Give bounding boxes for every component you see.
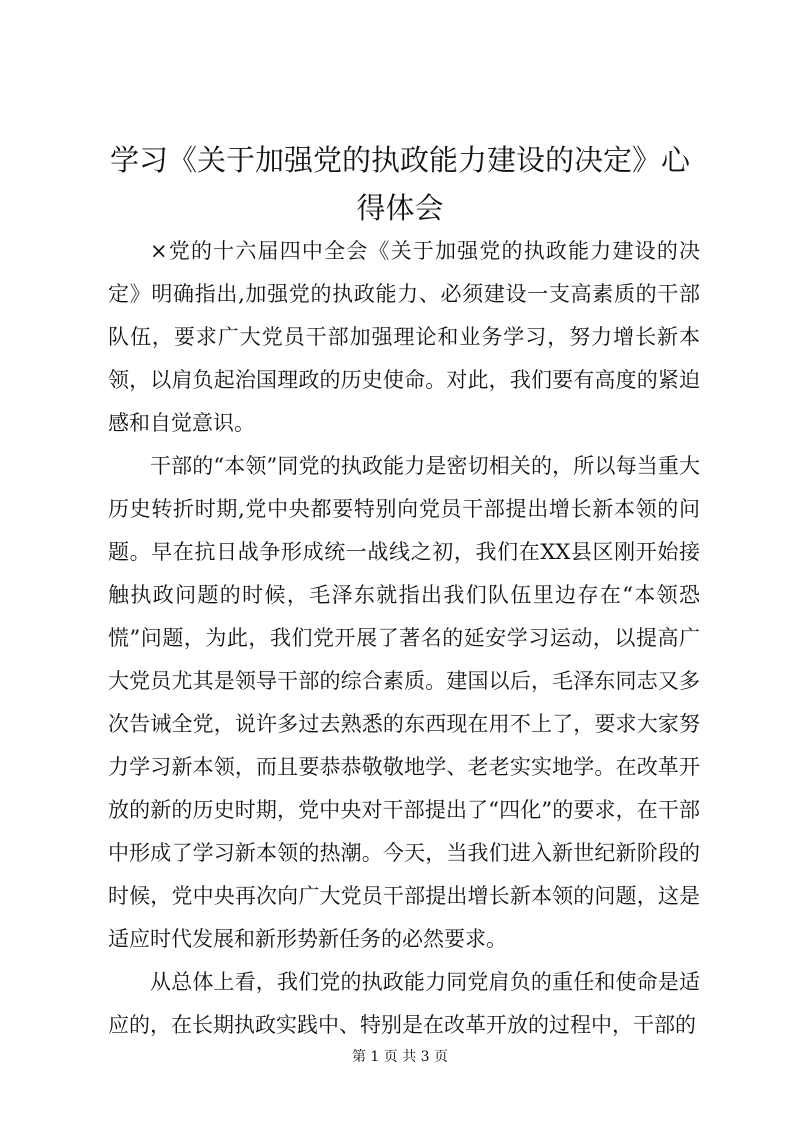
paragraph-3: 从总体上看，我们党的执政能力同党肩负的重任和使命是适应的，在长期执政实践中、特别是在改革开放的过程中，干部的: [108, 970, 700, 1037]
page-footer: 第 1 页 共 3 页: [351, 1049, 449, 1065]
document-title: 学习《关于加强党的执政能力建设的决定》心得体会: [109, 143, 690, 225]
paragraph-1: ×党的十六届四中全会《关于加强党的执政能力建设的决定》明确指出,加强党的执政能力、必须建设一支高素质的干部队伍，要求广大党员干部加强理论和业务学习，努力增长新本领，以肩负起治国理政的历史使命。对此，我们要有高度的紧迫感和自觉意识。: [108, 239, 700, 435]
paragraph-2: 干部的“本领”同党的执政能力是密切相关的，所以每当重大历史转折时期,党中央都要特别向党员干部提出增长新本领的问题。早在抗日战争形成统一战线之初，我们在XX县区刚开始接触执政问题的时候，毛泽东就指出我们队伍里边存在“本领恐慌”问题，为此，我们党开展了著名的延安学习运动，以提高广大党员尤其是领导干部的综合素质。建国以后，毛泽东同志又多次告诫全党，说许多过去熟悉的东西现在用不上了，要求大家努力学习新本领，而且要恭恭敬敬地学、老老实实地学。在改革开放的新的历史时期，党中央对干部提出了“四化”的要求，在干部中形成了学习新本领的热潮。今天，当我们进入新世纪新阶段的时候，党中央再次向广大党员干部提出增长新本领的问题，这是适应时代发展和新形势新任务的必然要求。: [108, 454, 700, 951]
document-body: [108, 230, 700, 1047]
